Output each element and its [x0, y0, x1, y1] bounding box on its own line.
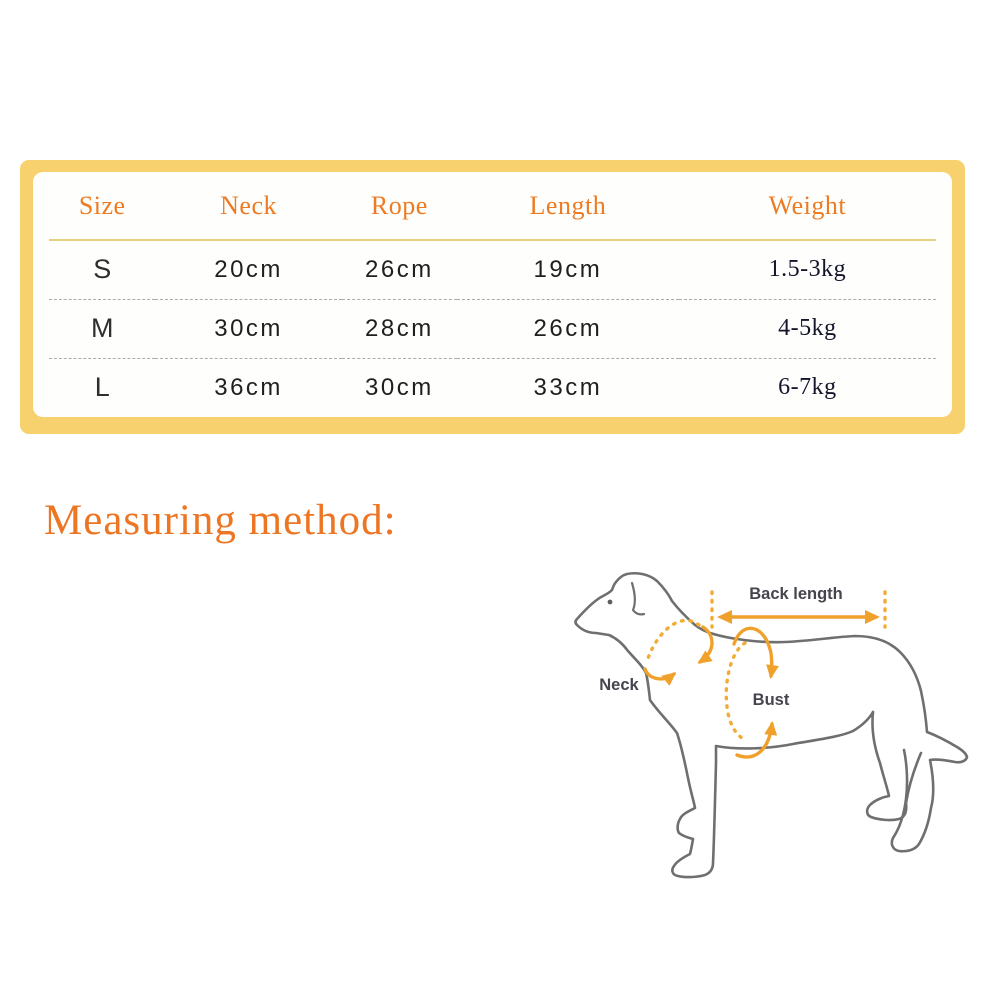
header-weight: Weight: [679, 172, 936, 240]
header-neck: Neck: [155, 172, 341, 240]
table-header-row: [49, 172, 936, 240]
cell-m-weight: 4-5kg: [679, 299, 936, 358]
cell-l-length: 33cm: [457, 358, 679, 417]
table-row-m: [49, 299, 936, 358]
dog-ear-inner-line: [632, 583, 644, 614]
bust-arrow-down: [734, 628, 772, 676]
table-row-l: [49, 358, 936, 417]
header-length: Length: [457, 172, 679, 240]
neck-label: Neck: [599, 676, 639, 694]
cell-m-rope: 28cm: [342, 299, 457, 358]
table-row-s: [49, 240, 936, 299]
header-rope: Rope: [342, 172, 457, 240]
cell-m-neck: 30cm: [155, 299, 341, 358]
dog-measurement-diagram: [553, 553, 985, 893]
measuring-method-heading: Measuring method:: [44, 497, 397, 544]
cell-s-neck: 20cm: [214, 255, 283, 283]
bust-dotted-arc: [726, 643, 747, 741]
cell-l-weight: 6-7kg: [679, 358, 936, 417]
neck-arrow-right: [645, 669, 674, 679]
neck-dotted-arc: [647, 620, 699, 661]
cell-l-rope: 30cm: [342, 358, 457, 417]
bust-arrow-up: [737, 724, 772, 757]
header-size: Size: [49, 172, 155, 240]
size-chart-frame: [20, 160, 965, 434]
cell-s-size: S: [93, 254, 112, 285]
dog-hind-leg: [867, 712, 921, 820]
cell-m-length: 26cm: [457, 299, 679, 358]
back-length-arrowhead-left: [717, 610, 732, 624]
cell-l-size: L: [49, 358, 155, 417]
size-chart-panel: [33, 172, 952, 417]
size-chart-table: [49, 172, 936, 417]
dog-eye: [608, 600, 613, 605]
cell-s-length: 19cm: [533, 255, 603, 283]
back-length-label: Back length: [749, 585, 843, 603]
back-length-arrowhead-right: [865, 610, 880, 624]
dog-body-outline: [576, 573, 968, 851]
cell-s-rope: 26cm: [365, 255, 434, 283]
cell-s-weight: 1.5-3kg: [768, 256, 847, 283]
dog-front-outline: [577, 625, 873, 877]
cell-l-neck: 36cm: [155, 358, 341, 417]
bust-label: Bust: [752, 691, 790, 709]
cell-m-size: M: [49, 299, 155, 358]
